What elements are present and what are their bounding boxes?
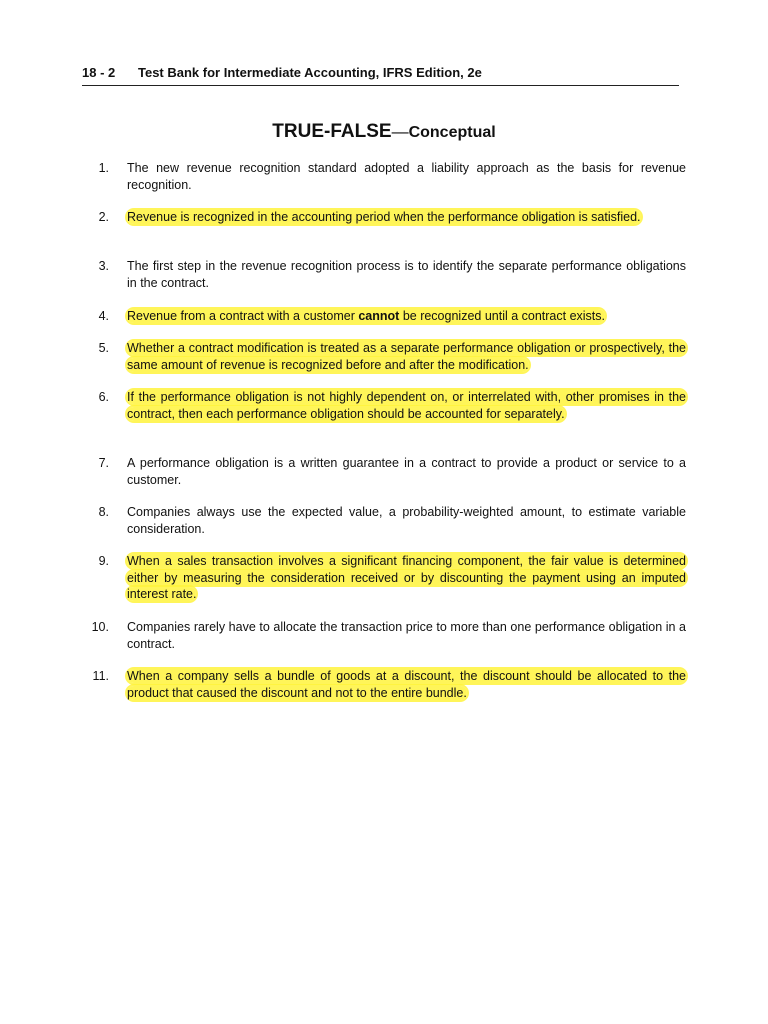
question-statement-part: be recognized until a contract exists. [399,309,606,323]
question-statement-highlighted: When a company sells a bundle of goods at a discount, the discount should be allocated to the product that caused the discount and not to the entire bundle. [127,669,686,700]
question-text [127,389,686,422]
question-statement-part: Revenue from a contract with a customer [127,309,359,323]
question-9 [82,553,686,603]
question-statement-highlighted [127,309,605,323]
question-text [127,553,686,603]
question-8 [82,504,686,537]
question-text [127,619,686,652]
page-header [82,64,679,86]
question-1 [82,160,686,193]
question-statement: Companies rarely have to allocate the transaction price to more than one performance obligation in a contract. [127,620,686,651]
question-text [127,258,686,291]
question-text [127,308,686,325]
section-title-dash: — [391,122,409,141]
question-number: 2. [98,210,109,224]
question-statement: The new revenue recognition standard adopted a liability approach as the basis for revenue recognition. [127,161,686,192]
section-title-sub: Conceptual [408,124,496,141]
question-statement-highlighted: Whether a contract modification is treated as a separate performance obligation or prospectively, the same amount of revenue is recognized before and after the modification. [127,341,686,372]
question-statement-highlighted: If the performance obligation is not highly dependent on, or interrelated with, other promises in the contract, then each performance obligation should be accounted for separately. [127,390,686,421]
question-2 [82,209,686,226]
question-statement: A performance obligation is a written guarantee in a contract to provide a product or service to a customer. [127,456,686,487]
question-number: 3. [98,259,109,273]
question-text [127,668,686,701]
question-3 [82,258,686,291]
question-6 [82,389,686,422]
question-number: 11. [92,669,109,683]
question-number: 7. [98,456,109,470]
question-text [127,455,686,488]
question-statement-highlighted: When a sales transaction involves a significant financing component, the fair value is determined either by measuring the consideration received or by discounting the payment using an imputed interest rate. [127,554,686,601]
question-number: 4. [98,309,109,323]
question-text [127,160,686,193]
question-text [127,504,686,537]
book-title: Test Bank for Intermediate Accounting, IFRS Edition, 2e [138,65,482,80]
question-number: 10. [91,620,109,634]
question-10 [82,619,686,652]
question-number: 1. [98,161,109,175]
question-number: 6. [98,390,109,404]
question-statement-highlighted: Revenue is recognized in the accounting period when the performance obligation is satisfied. [127,210,641,224]
question-5 [82,340,686,373]
question-number: 9. [98,554,109,568]
question-7 [82,455,686,488]
question-number: 5. [98,341,109,355]
question-text [127,340,686,373]
question-statement: The first step in the revenue recognition process is to identify the separate performance obligations in the contract. [127,259,686,290]
question-4 [82,308,686,325]
section-title-main: TRUE-FALSE [272,121,392,142]
page-number: 18 - 2 [82,65,116,80]
question-statement: Companies always use the expected value, a probability-weighted amount, to estimate variable consideration. [127,505,686,536]
emphasis-word: cannot [358,309,400,323]
question-text [127,209,686,226]
section-title [0,120,768,145]
question-11 [82,668,686,701]
question-number: 8. [98,505,109,519]
